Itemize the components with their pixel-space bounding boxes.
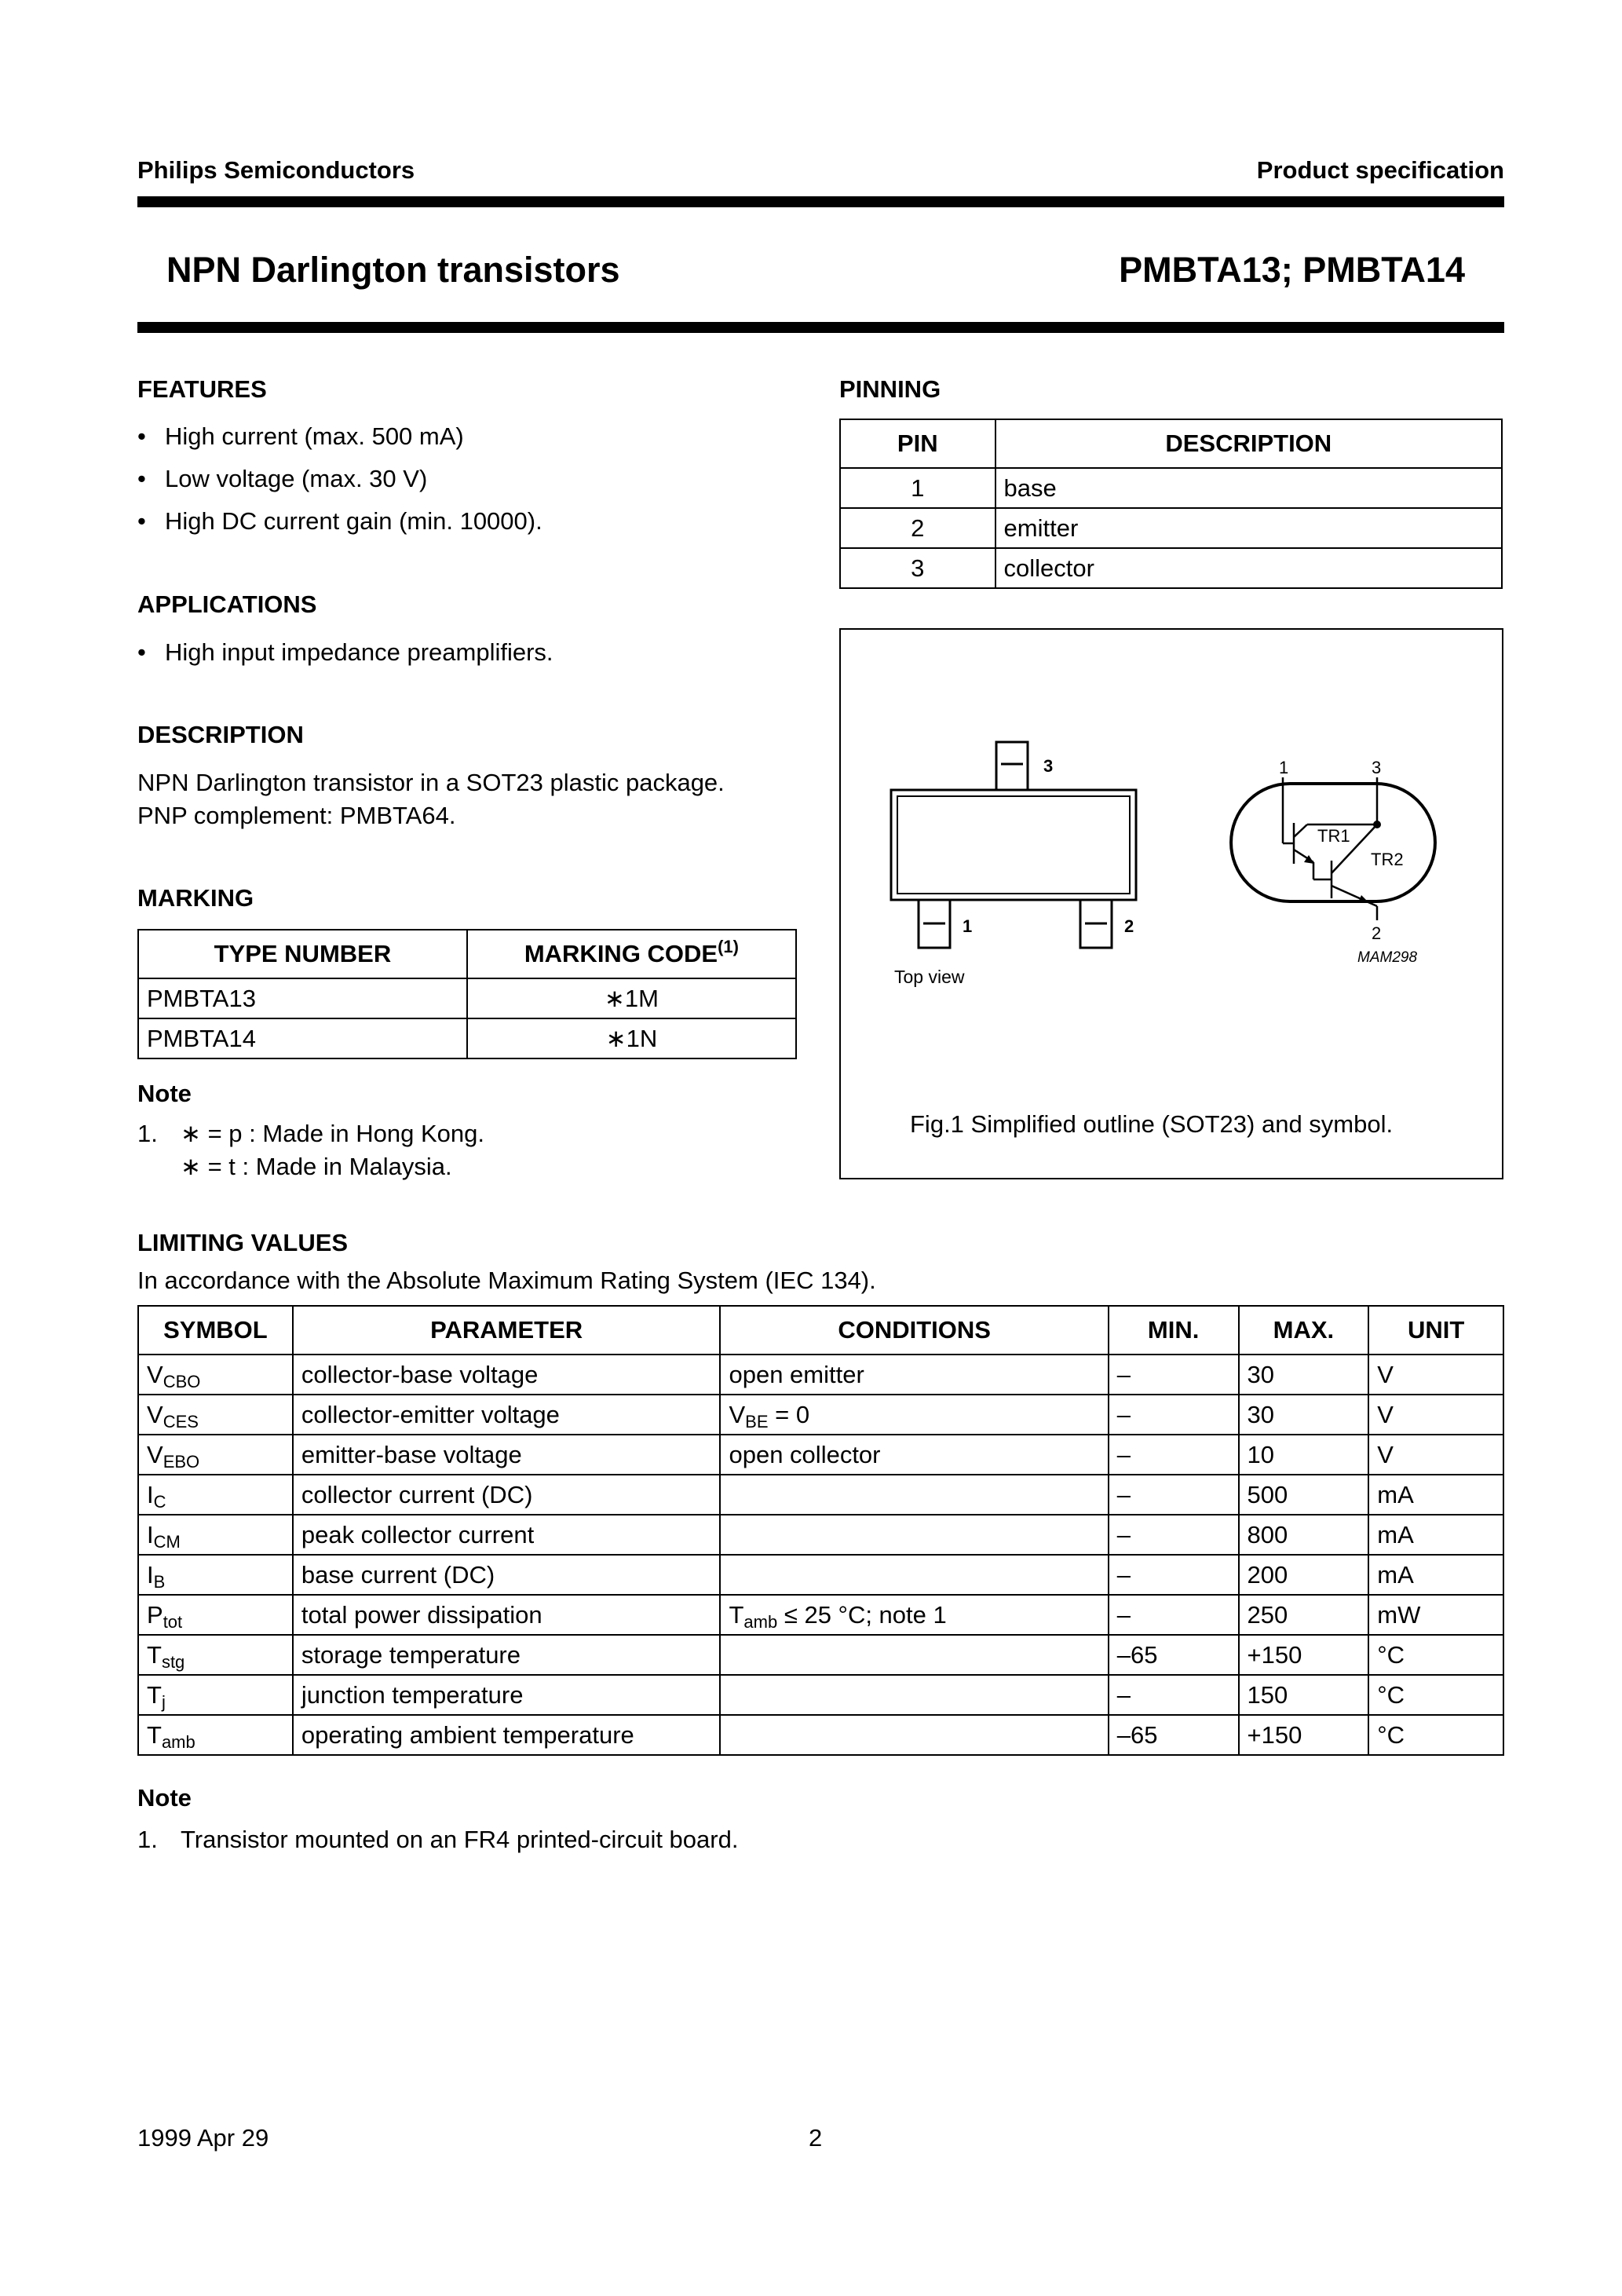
symbol-cell: $I_B$ [138,1555,293,1595]
col-max: MAX. [1239,1306,1369,1355]
description-line: PNP complement: PMBTA64. [137,802,456,829]
marking-note-heading: Note [137,1080,192,1107]
unit-cell: V [1368,1435,1503,1475]
unit-cell: V [1368,1395,1503,1435]
page-title: NPN Darlington transistors [166,250,620,290]
conditions-cell [720,1715,1108,1755]
tr2-label: TR2 [1371,850,1404,869]
marking-table [137,929,797,1059]
pinning-heading: PINNING [839,375,941,403]
pin-description: emitter [995,508,1502,548]
unit-cell: mA [1368,1475,1503,1515]
list-item: • High input impedance preamplifiers. [137,636,553,678]
applications-heading: APPLICATIONS [137,590,317,618]
outline-pin-2-label: 2 [1124,916,1134,936]
symbol-cell: $T_j$ [138,1675,293,1715]
symbol-cell: $T_{amb}$ [138,1715,293,1755]
col-parameter: PARAMETER [293,1306,721,1355]
parameter-cell: collector current (DC) [293,1475,721,1515]
parameter-cell: base current (DC) [293,1555,721,1595]
table-row [138,978,796,1018]
table-row [138,1635,1503,1675]
max-cell: +150 [1239,1715,1369,1755]
parameter-cell: total power dissipation [293,1595,721,1635]
marking-note-line: ∗ = p : Made in Hong Kong. [181,1120,485,1147]
parameter-cell: operating ambient temperature [293,1715,721,1755]
description-heading: DESCRIPTION [137,721,304,748]
marking-notes [181,1117,484,1183]
min-cell: – [1109,1475,1239,1515]
table-row [138,1515,1503,1555]
conditions-cell [720,1635,1108,1675]
table-row [138,1555,1503,1595]
pin-description: collector [995,548,1502,588]
conditions-cell [720,1475,1108,1515]
symbol-cell: $P_{tot}$ [138,1595,293,1635]
conditions-cell: open emitter [720,1355,1108,1395]
min-cell: – [1109,1595,1239,1635]
marking-code: ∗1N [467,1018,796,1058]
footer-date: 1999 Apr 29 [137,2124,269,2152]
conditions-cell [720,1675,1108,1715]
col-unit: UNIT [1368,1306,1503,1355]
figure-caption: Fig.1 Simplified outline (SOT23) and symbol. [910,1110,1394,1138]
symbol-cell: $I_C$ [138,1475,293,1515]
min-cell: – [1109,1675,1239,1715]
features-list [137,420,542,547]
unit-cell: °C [1368,1675,1503,1715]
pin-number: 2 [840,508,995,548]
part-numbers: PMBTA13; PMBTA14 [1119,250,1465,290]
page-number: 2 [809,2124,823,2152]
symbol-cell: $T_{stg}$ [138,1635,293,1675]
symbol-pin-1-label: 1 [1279,758,1289,777]
features-heading: FEATURES [137,375,267,403]
min-cell: –65 [1109,1635,1239,1675]
marking-col-code: MARKING CODE$^{(1)}$ [467,930,796,978]
pin-number: 1 [840,468,995,508]
header-rule [137,196,1504,207]
limiting-note-text: Transistor mounted on an FR4 printed-circuit board. [181,1826,739,1853]
marking-note-line: ∗ = t : Made in Malaysia. [181,1153,452,1180]
max-cell: 30 [1239,1395,1369,1435]
min-cell: – [1109,1515,1239,1555]
unit-cell: mW [1368,1595,1503,1635]
symbol-pin-2-label: 2 [1372,923,1382,943]
limiting-intro: In accordance with the Absolute Maximum Rating System (IEC 134). [137,1267,876,1294]
parameter-cell: peak collector current [293,1515,721,1555]
unit-cell: °C [1368,1715,1503,1755]
table-row [840,548,1502,588]
table-row [138,1675,1503,1715]
figure-code: MAM298 [1357,949,1418,966]
top-view-label: Top view [894,967,965,987]
parameter-cell: junction temperature [293,1675,721,1715]
max-cell: 10 [1239,1435,1369,1475]
conditions-cell: open collector [720,1435,1108,1475]
max-cell: +150 [1239,1635,1369,1675]
unit-cell: °C [1368,1635,1503,1675]
table-row [840,508,1502,548]
list-item: • High DC current gain (min. 10000). [137,505,542,547]
description-text [137,766,725,832]
min-cell: – [1109,1555,1239,1595]
marking-heading: MARKING [137,884,254,912]
table-row [138,1018,796,1058]
col-conditions: CONDITIONS [720,1306,1108,1355]
marking-col-type: TYPE NUMBER [138,930,467,978]
parameter-cell: collector-emitter voltage [293,1395,721,1435]
tr1-label: TR1 [1317,826,1350,846]
max-cell: 150 [1239,1675,1369,1715]
limiting-note-num: 1. [137,1826,158,1853]
list-item: • Low voltage (max. 30 V) [137,462,542,505]
parameter-cell: emitter-base voltage [293,1435,721,1475]
table-row [138,1395,1503,1435]
table-row [138,1475,1503,1515]
document-type: Product specification [1256,156,1504,184]
limiting-heading: LIMITING VALUES [137,1229,349,1256]
pinning-col-description: DESCRIPTION [995,419,1502,468]
symbol-cell: $V_{CES}$ [138,1395,293,1435]
pin-description: base [995,468,1502,508]
symbol-cell: $V_{EBO}$ [138,1435,293,1475]
marking-type: PMBTA14 [138,1018,467,1058]
pinning-table [839,419,1503,589]
marking-code: ∗1M [467,978,796,1018]
parameter-cell: collector-base voltage [293,1355,721,1395]
symbol-pin-3-label: 3 [1372,758,1382,777]
conditions-cell: $T_{amb} \le 25$ °C; note 1 [720,1595,1108,1635]
min-cell: – [1109,1435,1239,1475]
unit-cell: V [1368,1355,1503,1395]
company-name: Philips Semiconductors [137,156,415,184]
limiting-note-heading: Note [137,1784,192,1812]
marking-code-note-ref: (1) [718,937,739,956]
limiting-table [137,1305,1504,1756]
outline-pin-3-label: 3 [1043,756,1054,776]
conditions-cell [720,1515,1108,1555]
pinning-col-pin: PIN [840,419,995,468]
description-line: NPN Darlington transistor in a SOT23 plastic package. [137,769,725,796]
min-cell: – [1109,1355,1239,1395]
list-item: • High current (max. 500 mA) [137,420,542,462]
col-symbol: SYMBOL [138,1306,293,1355]
marking-type: PMBTA13 [138,978,467,1018]
applications-list [137,636,553,678]
marking-note-num: 1. [137,1120,158,1147]
table-row [138,1715,1503,1755]
max-cell: 200 [1239,1555,1369,1595]
table-row [138,1435,1503,1475]
table-row [138,1595,1503,1635]
unit-cell: mA [1368,1515,1503,1555]
max-cell: 250 [1239,1595,1369,1635]
figure-drawing [841,630,1502,1178]
figure-box [839,628,1503,1179]
table-row [840,468,1502,508]
max-cell: 500 [1239,1475,1369,1515]
outline-pin-1-label: 1 [963,916,973,936]
pin-number: 3 [840,548,995,588]
parameter-cell: storage temperature [293,1635,721,1675]
limiting-table-body [138,1355,1503,1755]
symbol-cell: $I_{CM}$ [138,1515,293,1555]
conditions-cell [720,1555,1108,1595]
min-cell: –65 [1109,1715,1239,1755]
unit-cell: mA [1368,1555,1503,1595]
conditions-cell: $V_{BE} = 0$ [720,1395,1108,1435]
max-cell: 30 [1239,1355,1369,1395]
max-cell: 800 [1239,1515,1369,1555]
sot23-outline [891,742,1136,948]
col-min: MIN. [1109,1306,1239,1355]
min-cell: – [1109,1395,1239,1435]
table-row [138,1355,1503,1395]
title-rule [137,322,1504,333]
symbol-cell: $V_{CBO}$ [138,1355,293,1395]
